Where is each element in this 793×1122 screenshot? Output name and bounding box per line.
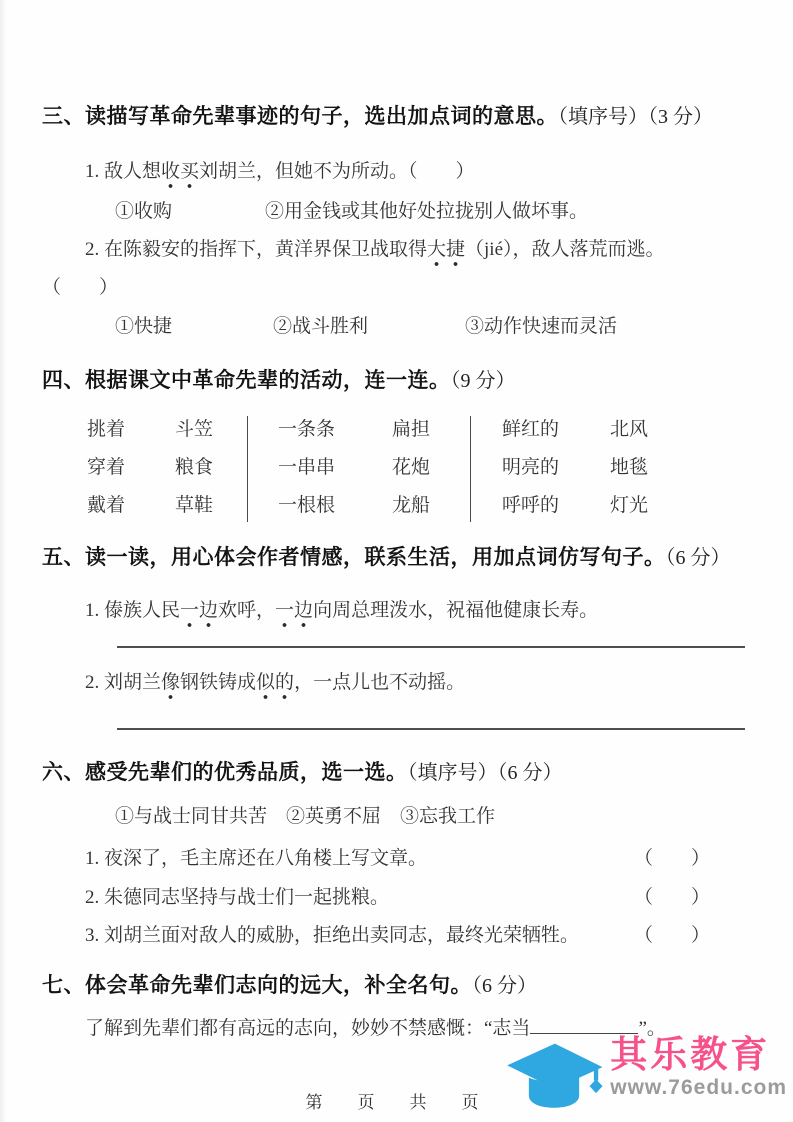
section-3-question-2 — [85, 237, 755, 263]
match-right: 北风 — [610, 419, 649, 440]
match-row — [502, 411, 648, 449]
section-7-title-text: 七、体会革命先辈们志向的远大，补全名句。 — [42, 974, 472, 997]
section-5-question-1 — [85, 598, 755, 624]
text-segment: ，一点儿也不动摇。 — [294, 672, 466, 693]
text-segment: 向周总理泼水，祝福他健康长寿。 — [313, 600, 599, 621]
section-5-title — [42, 541, 755, 574]
answer-bracket: （ ） — [633, 925, 710, 946]
section-5-title-text: 五、读一读，用心体会作者情感，联系生活，用加点词仿写句子。 — [42, 546, 666, 569]
option-1: ①快捷 — [115, 316, 173, 337]
section-3-title-score: （填序号）（3 分） — [558, 106, 713, 128]
match-row — [87, 411, 247, 449]
section-6-title-score: （填序号）（6 分） — [407, 762, 563, 784]
section-3-question-2-answer-bracket: （ ） — [42, 277, 119, 298]
emphasized-word: 似的 — [256, 672, 294, 700]
answer-bracket: （ ） — [633, 848, 710, 869]
match-row — [278, 411, 470, 449]
sentence-lead: 了解到先辈们都有高远的志向，妙妙不禁感慨：“志当 — [85, 1018, 531, 1039]
text-segment: （jié），敌人落荒而逃。 — [465, 239, 665, 260]
logo-text — [610, 1034, 787, 1100]
match-right: 灯光 — [610, 495, 649, 516]
section-7-title-score: （6 分） — [472, 975, 537, 997]
section-6-title — [42, 756, 755, 789]
emphasized-word: 像 — [161, 672, 180, 700]
emphasized-word: 收买 — [161, 161, 199, 189]
match-right: 花炮 — [392, 457, 431, 478]
match-left: 挑着 — [87, 419, 126, 440]
emphasized-word: 一边 — [275, 600, 313, 628]
match-row — [87, 487, 247, 525]
text-segment: 2. 刘胡兰 — [85, 672, 162, 693]
item-text: 3. 刘胡兰面对敌人的威胁，拒绝出卖同志，最终光荣牺牲。 — [85, 925, 580, 946]
scan-edge-shade — [0, 0, 6, 1122]
match-left: 鲜红的 — [502, 419, 560, 440]
section-3-question-1 — [85, 159, 755, 185]
section-4-title-text: 四、根据课文中革命先辈的活动，连一连。 — [42, 369, 451, 392]
match-row — [278, 449, 470, 487]
answer-line — [117, 646, 745, 648]
section-3-question-1-options — [115, 199, 755, 225]
match-row — [502, 487, 648, 525]
match-right: 斗笠 — [175, 419, 214, 440]
match-right: 龙船 — [392, 495, 431, 516]
page-number-label: 第 页 共 页 — [305, 1093, 488, 1112]
match-right: 粮食 — [175, 457, 214, 478]
graduation-cap-icon — [502, 1034, 606, 1114]
matching-group-3 — [471, 411, 648, 525]
answer-line — [117, 728, 745, 730]
match-row — [278, 487, 470, 525]
match-left: 呼呼的 — [502, 495, 560, 516]
section-6-title-text: 六、感受先辈们的优秀品质，选一选。 — [42, 761, 408, 784]
match-left: 穿着 — [87, 457, 126, 478]
option-1: ①收购 — [115, 201, 173, 222]
section-4-title-score: （9 分） — [450, 370, 516, 392]
item-text: 1. 夜深了，毛主席还在八角楼上写文章。 — [85, 848, 428, 869]
option-2: ②用金钱或其他好处拉拢别人做坏事。 — [265, 201, 589, 222]
publisher-logo — [502, 1034, 787, 1114]
match-left: 戴着 — [87, 495, 126, 516]
fill-in-blank — [530, 1014, 638, 1034]
section-5-question-2 — [85, 670, 755, 696]
section-3-title — [42, 100, 755, 133]
match-right: 草鞋 — [175, 495, 214, 516]
answer-bracket: （ ） — [633, 887, 710, 908]
section-6-item-1 — [85, 846, 755, 872]
option-2: ②战斗胜利 — [273, 316, 369, 337]
match-left: 一串串 — [278, 457, 336, 478]
website-url: www.76edu.com — [610, 1076, 787, 1099]
section-7-title — [42, 969, 755, 1002]
section-6-options: ①与战士同甘共苦 ②英勇不屈 ③忘我工作 — [115, 806, 496, 827]
match-left: 一根根 — [278, 495, 336, 516]
match-row — [87, 449, 247, 487]
option-3: ③动作快速而灵活 — [465, 316, 618, 337]
emphasized-word: 大捷 — [427, 239, 465, 267]
section-4-title — [42, 364, 755, 397]
match-left: 一条条 — [278, 419, 336, 440]
section-3-title-text: 三、读描写革命先辈事迹的句子，选出加点词的意思。 — [42, 105, 558, 128]
text-segment: 1. 敌人想 — [85, 161, 162, 182]
section-6-item-2 — [85, 885, 755, 911]
section-6-item-3 — [85, 923, 755, 949]
section-3-question-2-options — [115, 314, 755, 340]
emphasized-word: 一边 — [180, 600, 218, 628]
text-segment: 钢铁铸成 — [180, 672, 257, 693]
text-segment: 刘胡兰，但她不为所动。（ ） — [199, 161, 475, 182]
matching-group-2 — [248, 411, 470, 525]
match-right: 地毯 — [610, 457, 649, 478]
section-5-title-score: （6 分） — [665, 547, 731, 569]
brand-name: 其乐教育 — [610, 1034, 771, 1075]
match-right: 扁担 — [392, 419, 431, 440]
text-segment: 2. 在陈毅安的指挥下，黄洋界保卫战取得 — [85, 239, 428, 260]
match-row — [502, 449, 648, 487]
matching-exercise — [87, 411, 755, 525]
item-text: 2. 朱德同志坚持与战士们一起挑粮。 — [85, 887, 390, 908]
text-segment: 1. 傣族人民 — [85, 600, 181, 621]
sentence-tail: ”。 — [638, 1018, 666, 1039]
matching-group-1 — [87, 411, 247, 525]
match-left: 明亮的 — [502, 457, 560, 478]
text-segment: 欢呼， — [218, 600, 276, 621]
